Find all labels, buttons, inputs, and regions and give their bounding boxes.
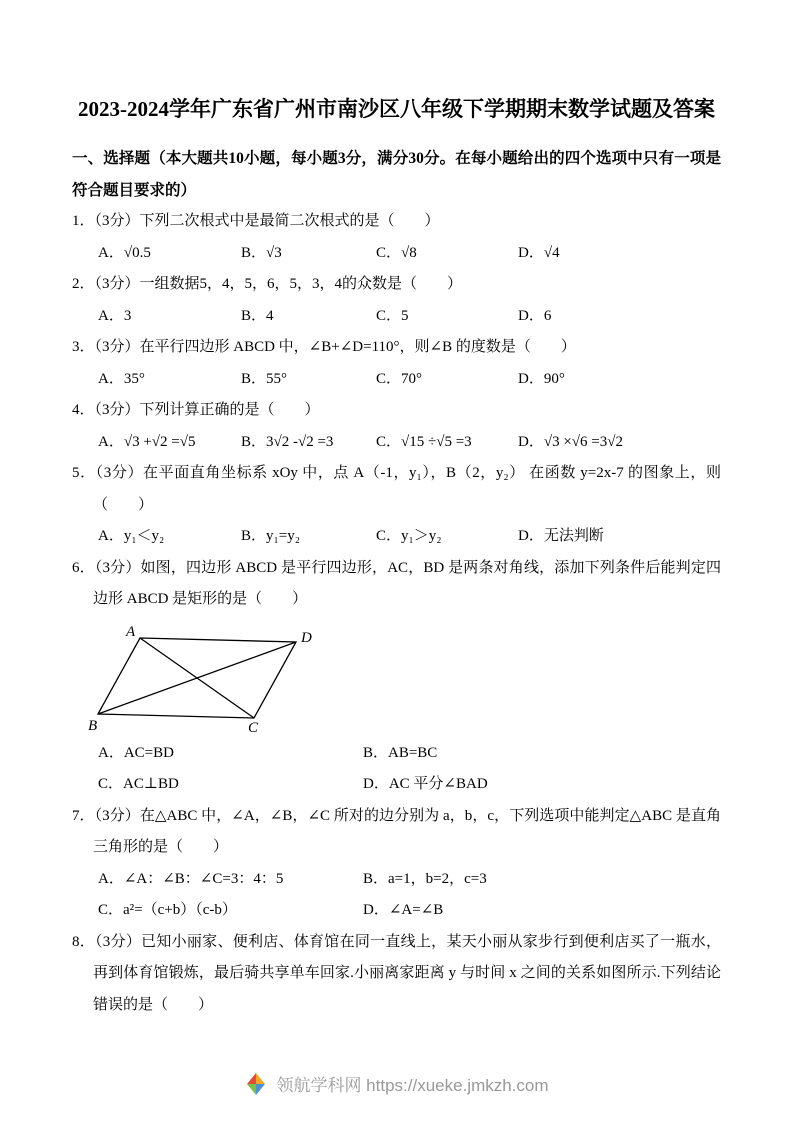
- options-row: [72, 427, 721, 459]
- question-2: [72, 269, 721, 332]
- option-b: B．4: [241, 307, 274, 324]
- vertex-label-a: A: [126, 623, 136, 640]
- question-1: [72, 206, 721, 269]
- options-row: [72, 364, 721, 396]
- option-c: C．y₁＞y₂: [376, 528, 442, 545]
- option-d: D．无法判断: [518, 528, 604, 545]
- diagonal-bd: [98, 642, 296, 714]
- option-a: A．35°: [98, 370, 145, 387]
- question-stem: 6．（3分）如图，四边形 ABCD 是平行四边形，AC，BD 是两条对角线，添加下列条件后能判定四边形 ABCD 是矩形的是（ ）: [72, 559, 721, 608]
- question-stem: 7．（3分）在△ABC 中，∠A，∠B，∠C 所对的边分别为 a，b，c，下列选项中能判定△ABC 是直角三角形的是（ ）: [72, 807, 721, 856]
- question-stem: 3．（3分）在平行四边形 ABCD 中，∠B+∠D=110°，则∠B 的度数是（ ）: [72, 339, 576, 356]
- question-3: [72, 332, 721, 395]
- option-c: C．70°: [376, 370, 423, 387]
- option-d: D．90°: [518, 370, 565, 387]
- question-stem: 8．（3分）已知小丽家、便利店、体育馆在同一直线上，某天小丽从家步行到便利店买了一瓶水，再到体育馆锻炼，最后骑共享单车回家.小丽离家距离 y 与时间 x 之间的关系如图所示.下列结论错误的是（ ）: [72, 933, 721, 1013]
- question-8: [72, 927, 721, 1022]
- option-d: D．6: [518, 307, 552, 324]
- page-title: 2023-2024学年广东省广州市南沙区八年级下学期期末数学试题及答案: [78, 97, 715, 121]
- option-d: D．AC 平分∠BAD: [363, 776, 488, 793]
- question-stem: 5．（3分）在平面直角坐标系 xOy 中，点 A（-1，y₁），B（2，y₂） 在函数 y=2x-7 的图象上，则（ ）: [72, 465, 721, 513]
- options-row: [72, 301, 721, 333]
- option-c: C．√15 ÷√5 =3: [376, 433, 472, 450]
- option-d: D．√3 ×√6 =3√2: [518, 433, 623, 450]
- question-6: [72, 553, 721, 801]
- vertex-label-b: B: [88, 717, 98, 734]
- option-a: A．y₁＜y₂: [98, 528, 165, 545]
- question-stem: 2．（3分）一组数据5，4，5，6，5，3，4的众数是（ ）: [72, 276, 463, 293]
- option-c: C．5: [376, 307, 409, 324]
- footer-watermark: [0, 1071, 793, 1096]
- option-c: C．a²=（c+b）（c-b）: [98, 902, 237, 919]
- vertex-label-c: C: [248, 719, 259, 736]
- options-row: [72, 238, 721, 270]
- option-c: C．AC⊥BD: [98, 776, 179, 793]
- option-b: B．a=1，b=2，c=3: [363, 870, 487, 887]
- question-stem: 4．（3分）下列计算正确的是（ ）: [72, 402, 320, 419]
- option-a: A．√0.5: [98, 244, 151, 261]
- option-b: B．3√2 -√2 =3: [241, 433, 334, 450]
- options-row: [72, 521, 721, 553]
- section-heading: 一、选择题（本大题共10小题，每小题3分，满分30分。在每小题给出的四个选项中只有一项是符合题目要求的）: [72, 149, 721, 199]
- option-b: B．y₁=y₂: [241, 528, 300, 545]
- option-b: B．55°: [241, 370, 288, 387]
- option-c: C．√8: [376, 244, 417, 261]
- option-d: D．∠A=∠B: [363, 902, 444, 919]
- option-b: B．√3: [241, 244, 282, 261]
- options-row: [72, 738, 721, 801]
- question-stem: 1．（3分）下列二次根式中是最简二次根式的是（ ）: [72, 213, 440, 230]
- option-a: A．∠A：∠B：∠C=3：4：5: [98, 870, 284, 887]
- question-7: [72, 801, 721, 927]
- site-logo-icon: [244, 1072, 268, 1096]
- footer-site-link[interactable]: 领航学科网 https://xueke.jmkzh.com: [276, 1076, 549, 1095]
- option-b: B．AB=BC: [363, 744, 438, 761]
- option-d: D．√4: [518, 244, 560, 261]
- options-row: [72, 864, 721, 927]
- question-5: [72, 458, 721, 553]
- option-a: A．3: [98, 307, 132, 324]
- parallelogram-figure: [88, 622, 328, 736]
- question-4: [72, 395, 721, 458]
- option-a: A．AC=BD: [98, 744, 174, 761]
- option-a: A．√3 +√2 =√5: [98, 433, 196, 450]
- vertex-label-d: D: [301, 629, 312, 646]
